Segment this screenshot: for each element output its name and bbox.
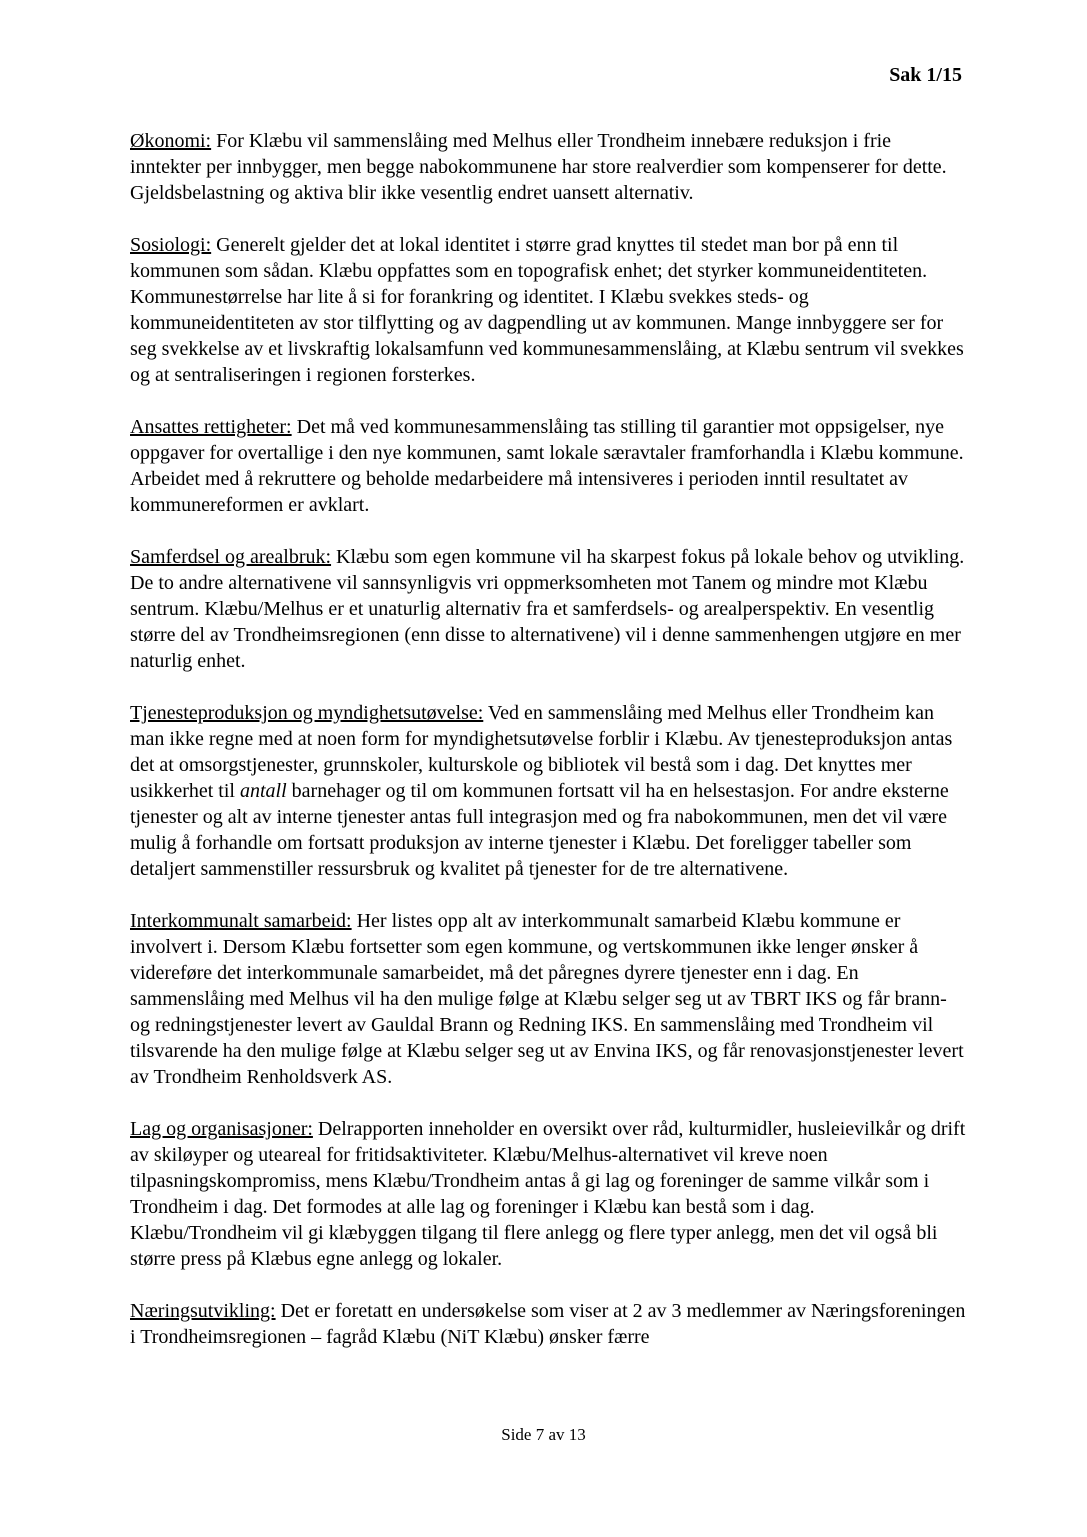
case-number: Sak 1/15 xyxy=(889,64,962,86)
paragraph-text: Delrapporten inneholder en oversikt over råd, kulturmidler, husleievilkår og drift av skiløyper og uteareal for fritidsaktiviteter. Klæbu/Melhus-alternativet vil kreve noen tilpasningskompromiss, mens Klæbu/Trondheim antas å gi lag og foreninger de samme vilkår som i Trondheim i dag. Det formodes at alle lag og foreninger i Klæbu kan bestå som i dag. Klæbu/Trondheim vil gi klæbyggen tilgang til flere anlegg og flere typer anlegg, men det vil også bli større press på Klæbus egne anlegg og lokaler. xyxy=(130,1118,966,1270)
paragraph-heading: Næringsutvikling: xyxy=(130,1300,276,1322)
paragraph-heading: Økonomi: xyxy=(130,130,212,152)
paragraph xyxy=(130,544,966,674)
paragraph-heading: Ansattes rettigheter: xyxy=(130,416,292,438)
paragraph xyxy=(130,1298,966,1350)
paragraph-text-italic: antall xyxy=(239,780,287,802)
paragraph-heading: Tjenesteproduksjon og myndighetsutøvelse: xyxy=(130,702,484,724)
paragraph xyxy=(130,232,966,388)
paragraph-text: Det er foretatt en undersøkelse som viser at 2 av 3 medlemmer av Næringsforeningen i Trondheimsregionen – fagråd Klæbu (NiT Klæbu) ønsker færre xyxy=(130,1300,966,1348)
paragraph-text: Generelt gjelder det at lokal identitet i større grad knyttes til stedet man bor på enn til kommunen som sådan. Klæbu oppfattes som en topografisk enhet; det styrker kommuneidentiteten. Kommunestørrelse har lite å si for forankring og identitet. I Klæbu svekkes steds- og kommuneidentiteten av stor tilflytting og av dagpendling ut av kommunen. Mange innbyggere ser for seg svekkelse av et livskraftig lokalsamfunn ved kommunesammenslåing, at Klæbu sentrum vil svekkes og at sentraliseringen i regionen forsterkes. xyxy=(130,234,964,386)
document-header xyxy=(130,62,962,88)
paragraph xyxy=(130,908,966,1090)
paragraph-text: Her listes opp alt av interkommunalt samarbeid Klæbu kommune er involvert i. Dersom Klæbu fortsetter som egen kommune, og vertskommunen ikke lenger ønsker å videreføre det interkommunale samarbeidet, må det påregnes dyrere tjenester enn i dag. En sammenslåing med Melhus vil ha den mulige følge at Klæbu selger seg ut av TBRT IKS og får brann- og redningstjenester levert av Gauldal Brann og Redning IKS. En sammenslåing med Trondheim vil tilsvarende ha den mulige følge at Klæbu selger seg ut av Envina IKS, og får renovasjonstjenester levert av Trondheim Renholdsverk AS. xyxy=(130,910,964,1088)
paragraph-text: Det må ved kommunesammenslåing tas stilling til garantier mot oppsigelser, nye oppgaver for overtallige i den nye kommunen, samt lokale særavtaler framforhandla i Klæbu kommune. Arbeidet med å rekruttere og beholde medarbeidere må intensiveres i perioden inntil resultatet av kommunereformen er avklart. xyxy=(130,416,964,516)
paragraph-text: Klæbu som egen kommune vil ha skarpest fokus på lokale behov og utvikling. De to andre alternativene vil sannsynligvis vri oppmerksomheten mot Tanem og mindre mot Klæbu sentrum. Klæbu/Melhus er et unaturlig alternativ fra et samferdsels- og arealperspektiv. En vesentlig større del av Trondheimsregionen (enn disse to alternativene) vil i denne sammenhengen utgjøre en mer naturlig enhet. xyxy=(130,546,965,672)
paragraph xyxy=(130,128,966,206)
paragraph xyxy=(130,1116,966,1272)
paragraph xyxy=(130,700,966,882)
paragraph-heading: Samferdsel og arealbruk: xyxy=(130,546,332,568)
paragraph xyxy=(130,414,966,518)
paragraph-text: Ved en sammenslåing med Melhus eller Trondheim kan man ikke regne med at noen form for myndighetsutøvelse forblir i Klæbu. Av tjenesteproduksjon antas det at omsorgstjenester, grunnskoler, kulturskole og bibliotek vil bestå som i dag. Det knyttes mer usikkerhet til xyxy=(130,702,953,802)
paragraph-heading: Sosiologi: xyxy=(130,234,212,256)
page-number: Side 7 av 13 xyxy=(501,1425,586,1444)
paragraph-heading: Lag og organisasjoner: xyxy=(130,1118,313,1140)
paragraph-text: For Klæbu vil sammenslåing med Melhus eller Trondheim innebære reduksjon i frie inntekter per innbygger, men begge nabokommunene har store realverdier som kompenserer for dette. Gjeldsbelastning og aktiva blir ikke vesentlig endret uansett alternativ. xyxy=(130,130,947,204)
paragraph-heading: Interkommunalt samarbeid: xyxy=(130,910,352,932)
paragraph-text: barnehager og til om kommunen fortsatt vil ha en helsestasjon. For andre eksterne tjenester og alt av interne tjenester antas full integrasjon med og fra nabokommunen, men det vil være mulig å forhandle om fortsatt produksjon av interne tjenester i Klæbu. Det foreligger tabeller som detaljert sammenstiller ressursbruk og kvalitet på tjenester for de tre alternativene. xyxy=(130,780,949,880)
document-body xyxy=(130,128,966,1376)
page-footer xyxy=(0,1424,1087,1446)
